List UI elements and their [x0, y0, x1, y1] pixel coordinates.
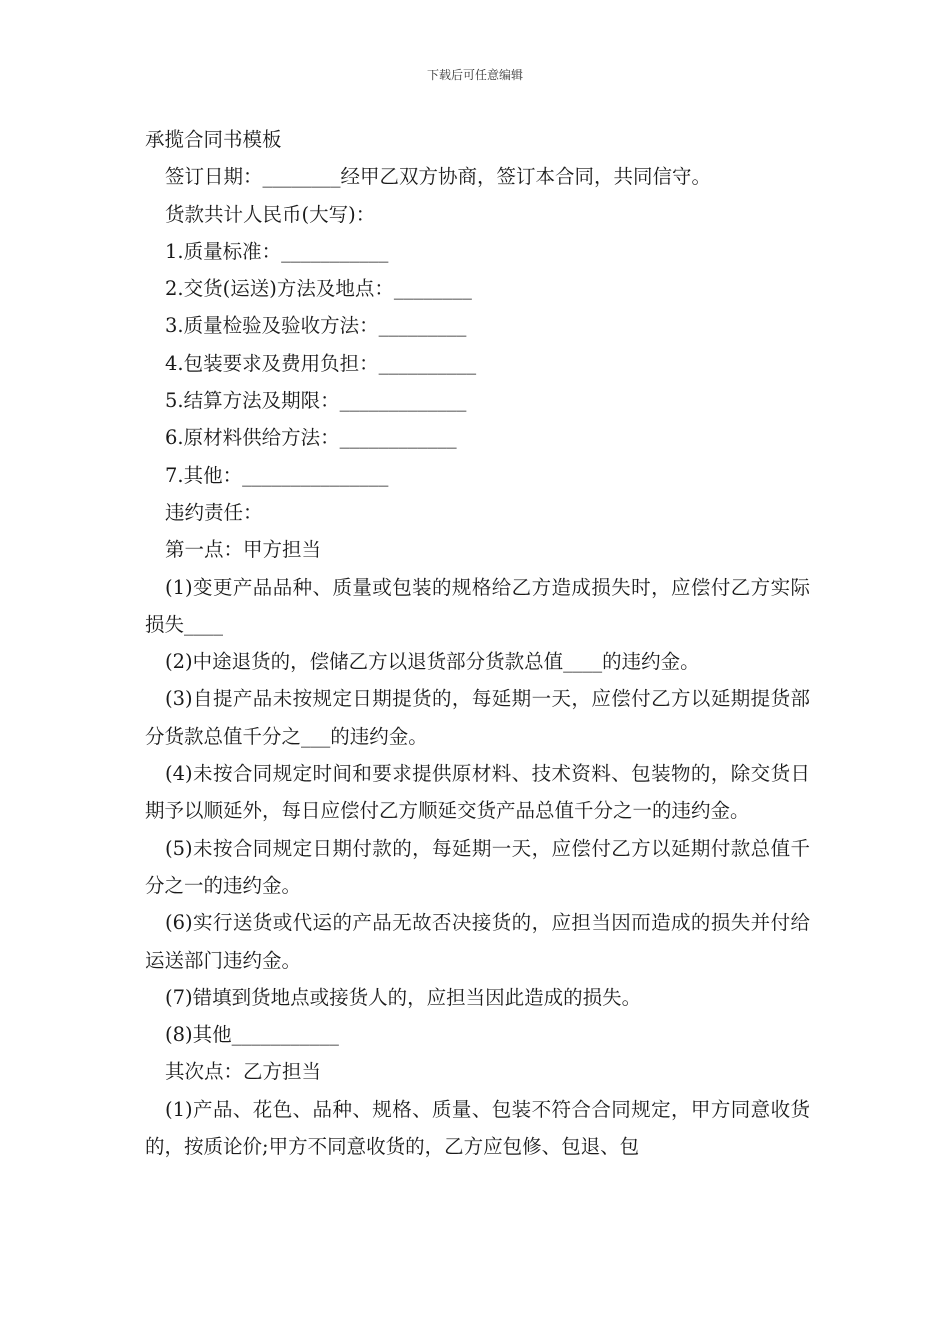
document-body	[145, 121, 810, 1165]
clause-inspection-method: 3.质量检验及验收方法：_________	[165, 314, 467, 338]
party-a-item-7: (7)错填到货地点或接货人的，应担当因此造成的损失。	[165, 985, 642, 1009]
party-a-item-6: (6)实行送货或代运的产品无故否决接货的，应担当因而造成的损失并付给运送部门违约金。	[145, 911, 810, 972]
liability-heading: 违约责任：	[165, 500, 263, 524]
clause-delivery-method: 2.交货(运送)方法及地点：________	[165, 277, 472, 301]
party-a-item-8: (8)其他___________	[165, 1023, 339, 1047]
party-b-item-1: (1)产品、花色、品种、规格、质量、包装不符合合同规定，甲方同意收货的，按质论价;甲方不同意收货的，乙方应包修、包退、包	[145, 1097, 810, 1159]
party-a-item-3: (3)自提产品未按规定日期提货的，每延期一天，应偿付乙方以延期提货部分货款总值千分之___的违约金。	[145, 687, 810, 748]
party-a-item-5: (5)未按合同规定日期付款的，每延期一天，应偿付乙方以延期付款总值千分之一的违约金。	[145, 836, 810, 897]
clause-other: 7.其他：_______________	[165, 463, 389, 487]
clause-settlement: 5.结算方法及期限：_____________	[165, 389, 467, 413]
party-a-item-2: (2)中途退货的，偿储乙方以退货部分货款总值____的违约金。	[165, 650, 700, 674]
clause-quality-standard: 1.质量标准：___________	[165, 239, 389, 263]
signing-date-line: 签订日期：________经甲乙双方协商，签订本合同，共同信守。	[165, 165, 712, 189]
total-payment-line: 货款共计人民币(大写)：	[165, 202, 376, 226]
page-header: 下载后可任意编辑	[426, 68, 523, 82]
clause-materials-supply: 6.原材料供给方法：____________	[165, 426, 457, 450]
party-a-item-4: (4)未按合同规定时间和要求提供原材料、技术资料、包装物的，除交货日期予以顺延外，每日应偿付乙方顺延交货产品总值千分之一的违约金。	[145, 762, 810, 823]
party-a-item-1: (1)变更产品品种、质量或包装的规格给乙方造成损失时，应偿付乙方实际损失____	[145, 575, 810, 636]
clause-packaging: 4.包装要求及费用负担：__________	[165, 351, 477, 375]
party-b-heading: 其次点：乙方担当	[165, 1060, 322, 1084]
document-title: 承揽合同书模板	[145, 128, 282, 151]
party-a-heading: 第一点：甲方担当	[165, 538, 322, 562]
